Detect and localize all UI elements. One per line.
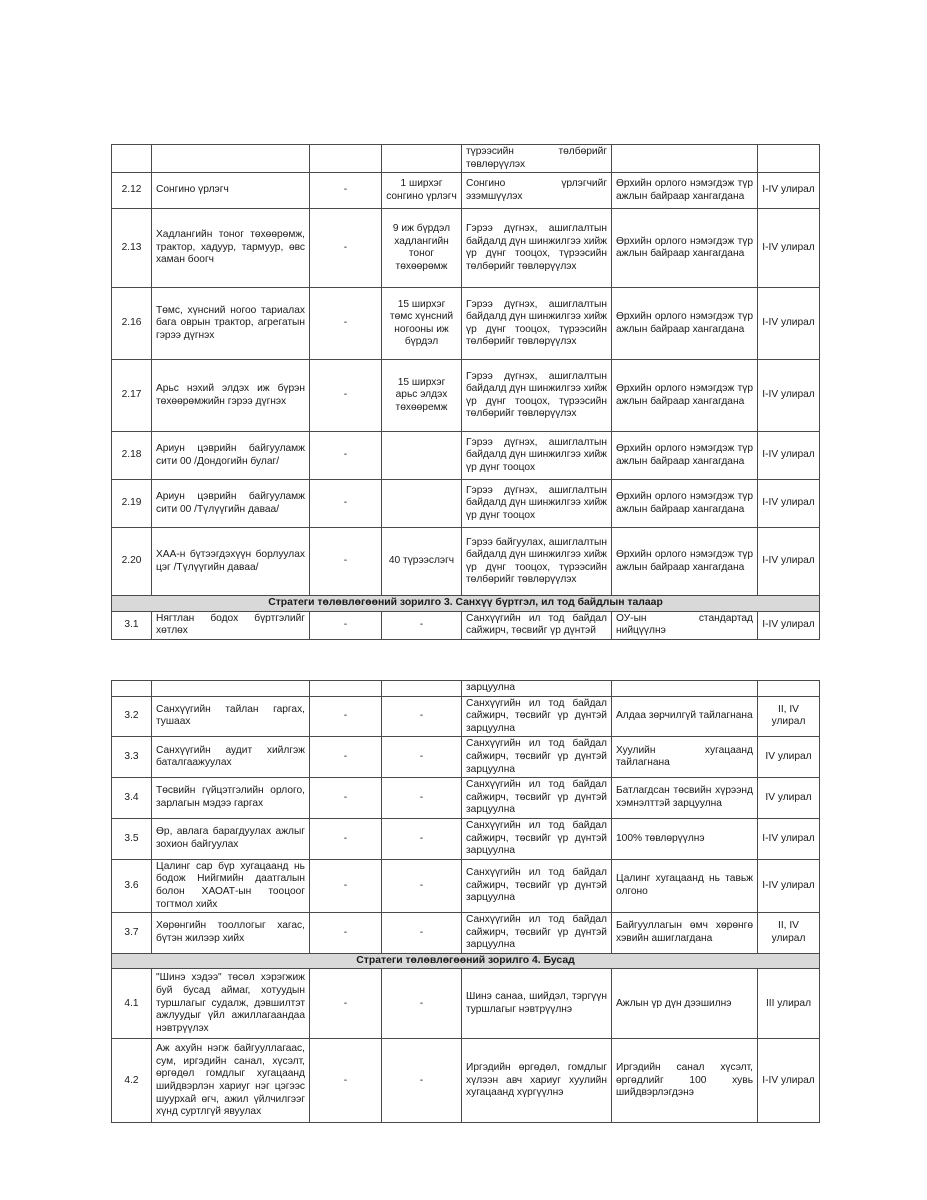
implementation-action: Гэрээ дүгнэх, ашиглалтын байдалд дүн шинжилгээ хийж үр дүнг тооцох, түрээсийн төлбөрийг төвлөрүүлэх [462,209,612,288]
period-cell: I-IV улирал [758,432,820,480]
activity-name: Төсвийн гүйцэтгэлийн орлого, зарлагын мэдээ гаргах [152,778,310,819]
table-row [112,737,820,778]
implementation-action: Санхүүгийн ил тод байдал сайжирч, төсвийг үр дүнтэй зарцуулна [462,696,612,737]
implementation-action: Санхүүгийн ил тод байдал сайжирч, төсвийг үр дүнтэй зарцуулна [462,818,612,859]
period-cell: II, IV улирал [758,696,820,737]
expected-result: Цалинг хугацаанд нь тавьж олгоно [612,859,758,912]
activity-name: Ариун цэврийн байгууламж сити 00 /Дондогийн булаг/ [152,432,310,480]
activity-name [152,681,310,697]
row-number: 3.6 [112,859,152,912]
implementation-action: Гэрээ дүгнэх, ашиглалтын байдалд дүн шинжилгээ хийж үр дүнг тооцох, түрээсийн төлбөрийг төвлөрүүлэх [462,360,612,432]
period-cell: I-IV улирал [758,360,820,432]
quantity-cell: - [382,818,462,859]
expected-result: Өрхийн орлого нэмэгдэж түр ажлын байраар хангагдана [612,360,758,432]
implementation-action: Санхүүгийн ил тод байдал сайжирч, төсвийг үр дүнтэй зарцуулна [462,913,612,954]
table-row [112,145,820,173]
period-cell [758,681,820,697]
expected-result: 100% төвлөрүүлнэ [612,818,758,859]
budget-cell: - [310,913,382,954]
implementation-action: Сонгино үрлэгчийг эзэмшүүлэх [462,173,612,209]
expected-result [612,681,758,697]
activity-table-1 [111,144,820,640]
activity-name: Хөрөнгийн тооллогыг хагас, бүтэн жилээр хийх [152,913,310,954]
expected-result: Өрхийн орлого нэмэгдэж түр ажлын байраар хангагдана [612,209,758,288]
table-row [112,681,820,697]
activity-name: Санхүүгийн тайлан гаргах, тушаах [152,696,310,737]
expected-result: Өрхийн орлого нэмэгдэж түр ажлын байраар хангагдана [612,288,758,360]
row-number: 3.4 [112,778,152,819]
quantity-cell: 1 ширхэг сонгино үрлэгч [382,173,462,209]
row-number: 3.5 [112,818,152,859]
quantity-cell: - [382,1039,462,1123]
row-number: 3.1 [112,611,152,639]
budget-cell: - [310,173,382,209]
implementation-action: Иргэдийн өргөдөл, гомдлыг хүлээн авч хариуг хуулийн хугацаанд хүргүүлнэ [462,1039,612,1123]
expected-result [612,145,758,173]
table-row [112,432,820,480]
section-header-row [112,596,820,612]
period-cell: I-IV улирал [758,528,820,596]
table-row [112,480,820,528]
budget-cell: - [310,818,382,859]
activity-name: Цалинг сар бүр хугацаанд нь бодож Нийгмийн даатгалын болон ХАОАТ-ын тооцоог тогтмол хийх [152,859,310,912]
section-title: Стратеги төлөвлөгөөний зорилго 3. Санхүү бүртгэл, ил тод байдлын талаар [112,596,820,612]
table-row [112,696,820,737]
implementation-action: Гэрээ дүгнэх, ашиглалтын байдалд дүн шинжилгээ хийж үр дүнг тооцох, түрээсийн төлбөрийг төвлөрүүлэх [462,288,612,360]
expected-result: Хуулийн хугацаанд тайлагнана [612,737,758,778]
row-number: 2.13 [112,209,152,288]
row-number: 2.12 [112,173,152,209]
row-number: 3.3 [112,737,152,778]
table-row [112,611,820,639]
expected-result: Алдаа зөрчилгүй тайлагнана [612,696,758,737]
budget-cell: - [310,209,382,288]
table-row [112,209,820,288]
implementation-action: Санхүүгийн ил тод байдал сайжирч, төсвийг үр дүнтэй зарцуулна [462,737,612,778]
activity-name: Өр, авлага барагдуулах ажлыг зохион байгуулах [152,818,310,859]
implementation-action: Санхүүгийн ил тод байдал сайжирч, төсвийг үр дүнтэй зарцуулна [462,859,612,912]
table-row [112,288,820,360]
budget-cell: - [310,1039,382,1123]
implementation-action: Шинэ санаа, шийдэл, тэргүүн туршлагыг нэвтрүүлнэ [462,969,612,1039]
expected-result: Өрхийн орлого нэмэгдэж түр ажлын байраар хангагдана [612,432,758,480]
table-row [112,173,820,209]
budget-cell: - [310,859,382,912]
table-row [112,528,820,596]
section-title: Стратеги төлөвлөгөөний зорилго 4. Бусад [112,953,820,969]
activity-table-2 [111,680,820,1123]
period-cell: I-IV улирал [758,288,820,360]
row-number: 3.7 [112,913,152,954]
activity-name: Төмс, хүнсний ногоо тариалах бага оврын трактор, агрегатын гэрээ дүгнэх [152,288,310,360]
activity-name: Хадлангийн тоног төхөөрөмж, трактор, хадуур, тармуур, өвс хаман боогч [152,209,310,288]
quantity-cell: - [382,969,462,1039]
quantity-cell: 15 ширхэг төмс хүнсний ногооны иж бүрдэл [382,288,462,360]
row-number: 4.2 [112,1039,152,1123]
implementation-action: Гэрээ байгуулах, ашиглалтын байдалд дүн шинжилгээ хийж үр дүнг тооцох, түрээсийн төлбөрийг төвлөрүүлэх [462,528,612,596]
expected-result: Өрхийн орлого нэмэгдэж түр ажлын байраар хангагдана [612,173,758,209]
quantity-cell: 9 иж бүрдэл хадлангийн тоног төхөөрөмж [382,209,462,288]
expected-result: Батлагдсан төсвийн хүрээнд хэмнэлттэй зарцуулна [612,778,758,819]
period-cell: I-IV улирал [758,1039,820,1123]
budget-cell: - [310,696,382,737]
budget-cell: - [310,778,382,819]
implementation-action: Санхүүгийн ил тод байдал сайжирч, төсвийг үр дүнтэй [462,611,612,639]
table-row [112,818,820,859]
quantity-cell: - [382,737,462,778]
row-number [112,681,152,697]
table-row [112,969,820,1039]
table-row [112,360,820,432]
row-number: 3.2 [112,696,152,737]
expected-result: ОУ-ын стандартад нийцүүлнэ [612,611,758,639]
quantity-cell: - [382,696,462,737]
expected-result: Өрхийн орлого нэмэгдэж түр ажлын байраар хангагдана [612,480,758,528]
plan-table-page-1 [111,144,819,640]
budget-cell [310,681,382,697]
section-header-row [112,953,820,969]
expected-result: Байгууллагын өмч хөрөнгө хэвийн ашиглагдана [612,913,758,954]
row-number: 2.19 [112,480,152,528]
activity-name [152,145,310,173]
budget-cell [310,145,382,173]
activity-name: "Шинэ хэдээ" төсөл хэрэгжиж буй бусад аймаг, хотуудын туршлагыг судалж, дэвшилтэт ажлуудыг үйл ажиллагаандаа нэвтрүүлэх [152,969,310,1039]
period-cell: IV улирал [758,778,820,819]
activity-name: Ариун цэврийн байгууламж сити 00 /Түлүүгийн даваа/ [152,480,310,528]
budget-cell: - [310,360,382,432]
expected-result: Өрхийн орлого нэмэгдэж түр ажлын байраар хангагдана [612,528,758,596]
activity-name: ХАА-н бүтээгдэхүүн борлуулах цэг /Түлүүгийн даваа/ [152,528,310,596]
quantity-cell [382,480,462,528]
period-cell: I-IV улирал [758,480,820,528]
row-number: 2.20 [112,528,152,596]
table-row [112,913,820,954]
row-number: 2.16 [112,288,152,360]
budget-cell: - [310,969,382,1039]
period-cell: I-IV улирал [758,173,820,209]
period-cell: I-IV улирал [758,818,820,859]
activity-name: Сонгино үрлэгч [152,173,310,209]
table-row [112,1039,820,1123]
table-row [112,859,820,912]
quantity-cell: - [382,859,462,912]
activity-name: Санхүүгийн аудит хийлгэж баталгаажуулах [152,737,310,778]
quantity-cell: - [382,611,462,639]
period-cell: III улирал [758,969,820,1039]
budget-cell: - [310,288,382,360]
expected-result: Ажлын үр дүн дээшилнэ [612,969,758,1039]
quantity-cell: 15 ширхэг арьс элдэх төхөөремж [382,360,462,432]
table-row [112,778,820,819]
budget-cell: - [310,611,382,639]
quantity-cell [382,145,462,173]
quantity-cell: - [382,913,462,954]
implementation-action: Гэрээ дүгнэх, ашиглалтын байдалд дүн шинжилгээ хийж үр дүнг тооцох [462,480,612,528]
activity-name: Арьс нэхий элдэх иж бүрэн төхөөрөмжийн гэрээ дүгнэх [152,360,310,432]
quantity-cell: 40 түрээслэгч [382,528,462,596]
implementation-action: зарцуулна [462,681,612,697]
activity-name: Аж ахуйн нэгж байгууллагаас, сум, иргэдийн санал, хүсэлт, өргөдөл гомдлыг хугацаанд шийдвэрлэн хариуг нэг цэгээс шуурхай өгч, ажил үйлчилгээг хүнд суртлгүй явуулах [152,1039,310,1123]
quantity-cell [382,681,462,697]
budget-cell: - [310,737,382,778]
implementation-action: түрээсийн төлбөрийг төвлөрүүлэх [462,145,612,173]
plan-table-page-2 [111,680,819,1123]
activity-name: Нягтлан бодох бүртгэлийг хөтлөх [152,611,310,639]
row-number: 4.1 [112,969,152,1039]
quantity-cell: - [382,778,462,819]
budget-cell: - [310,432,382,480]
period-cell: IV улирал [758,737,820,778]
period-cell: I-IV улирал [758,611,820,639]
quantity-cell [382,432,462,480]
period-cell: II, IV улирал [758,913,820,954]
row-number: 2.17 [112,360,152,432]
implementation-action: Гэрээ дүгнэх, ашиглалтын байдалд дүн шинжилгээ хийж үр дүнг тооцох [462,432,612,480]
period-cell: I-IV улирал [758,209,820,288]
expected-result: Иргэдийн санал хүсэлт, өргөдлийг 100 хувь шийдвэрлэгдэнэ [612,1039,758,1123]
row-number: 2.18 [112,432,152,480]
row-number [112,145,152,173]
period-cell [758,145,820,173]
budget-cell: - [310,528,382,596]
implementation-action: Санхүүгийн ил тод байдал сайжирч, төсвийг үр дүнтэй зарцуулна [462,778,612,819]
period-cell: I-IV улирал [758,859,820,912]
budget-cell: - [310,480,382,528]
